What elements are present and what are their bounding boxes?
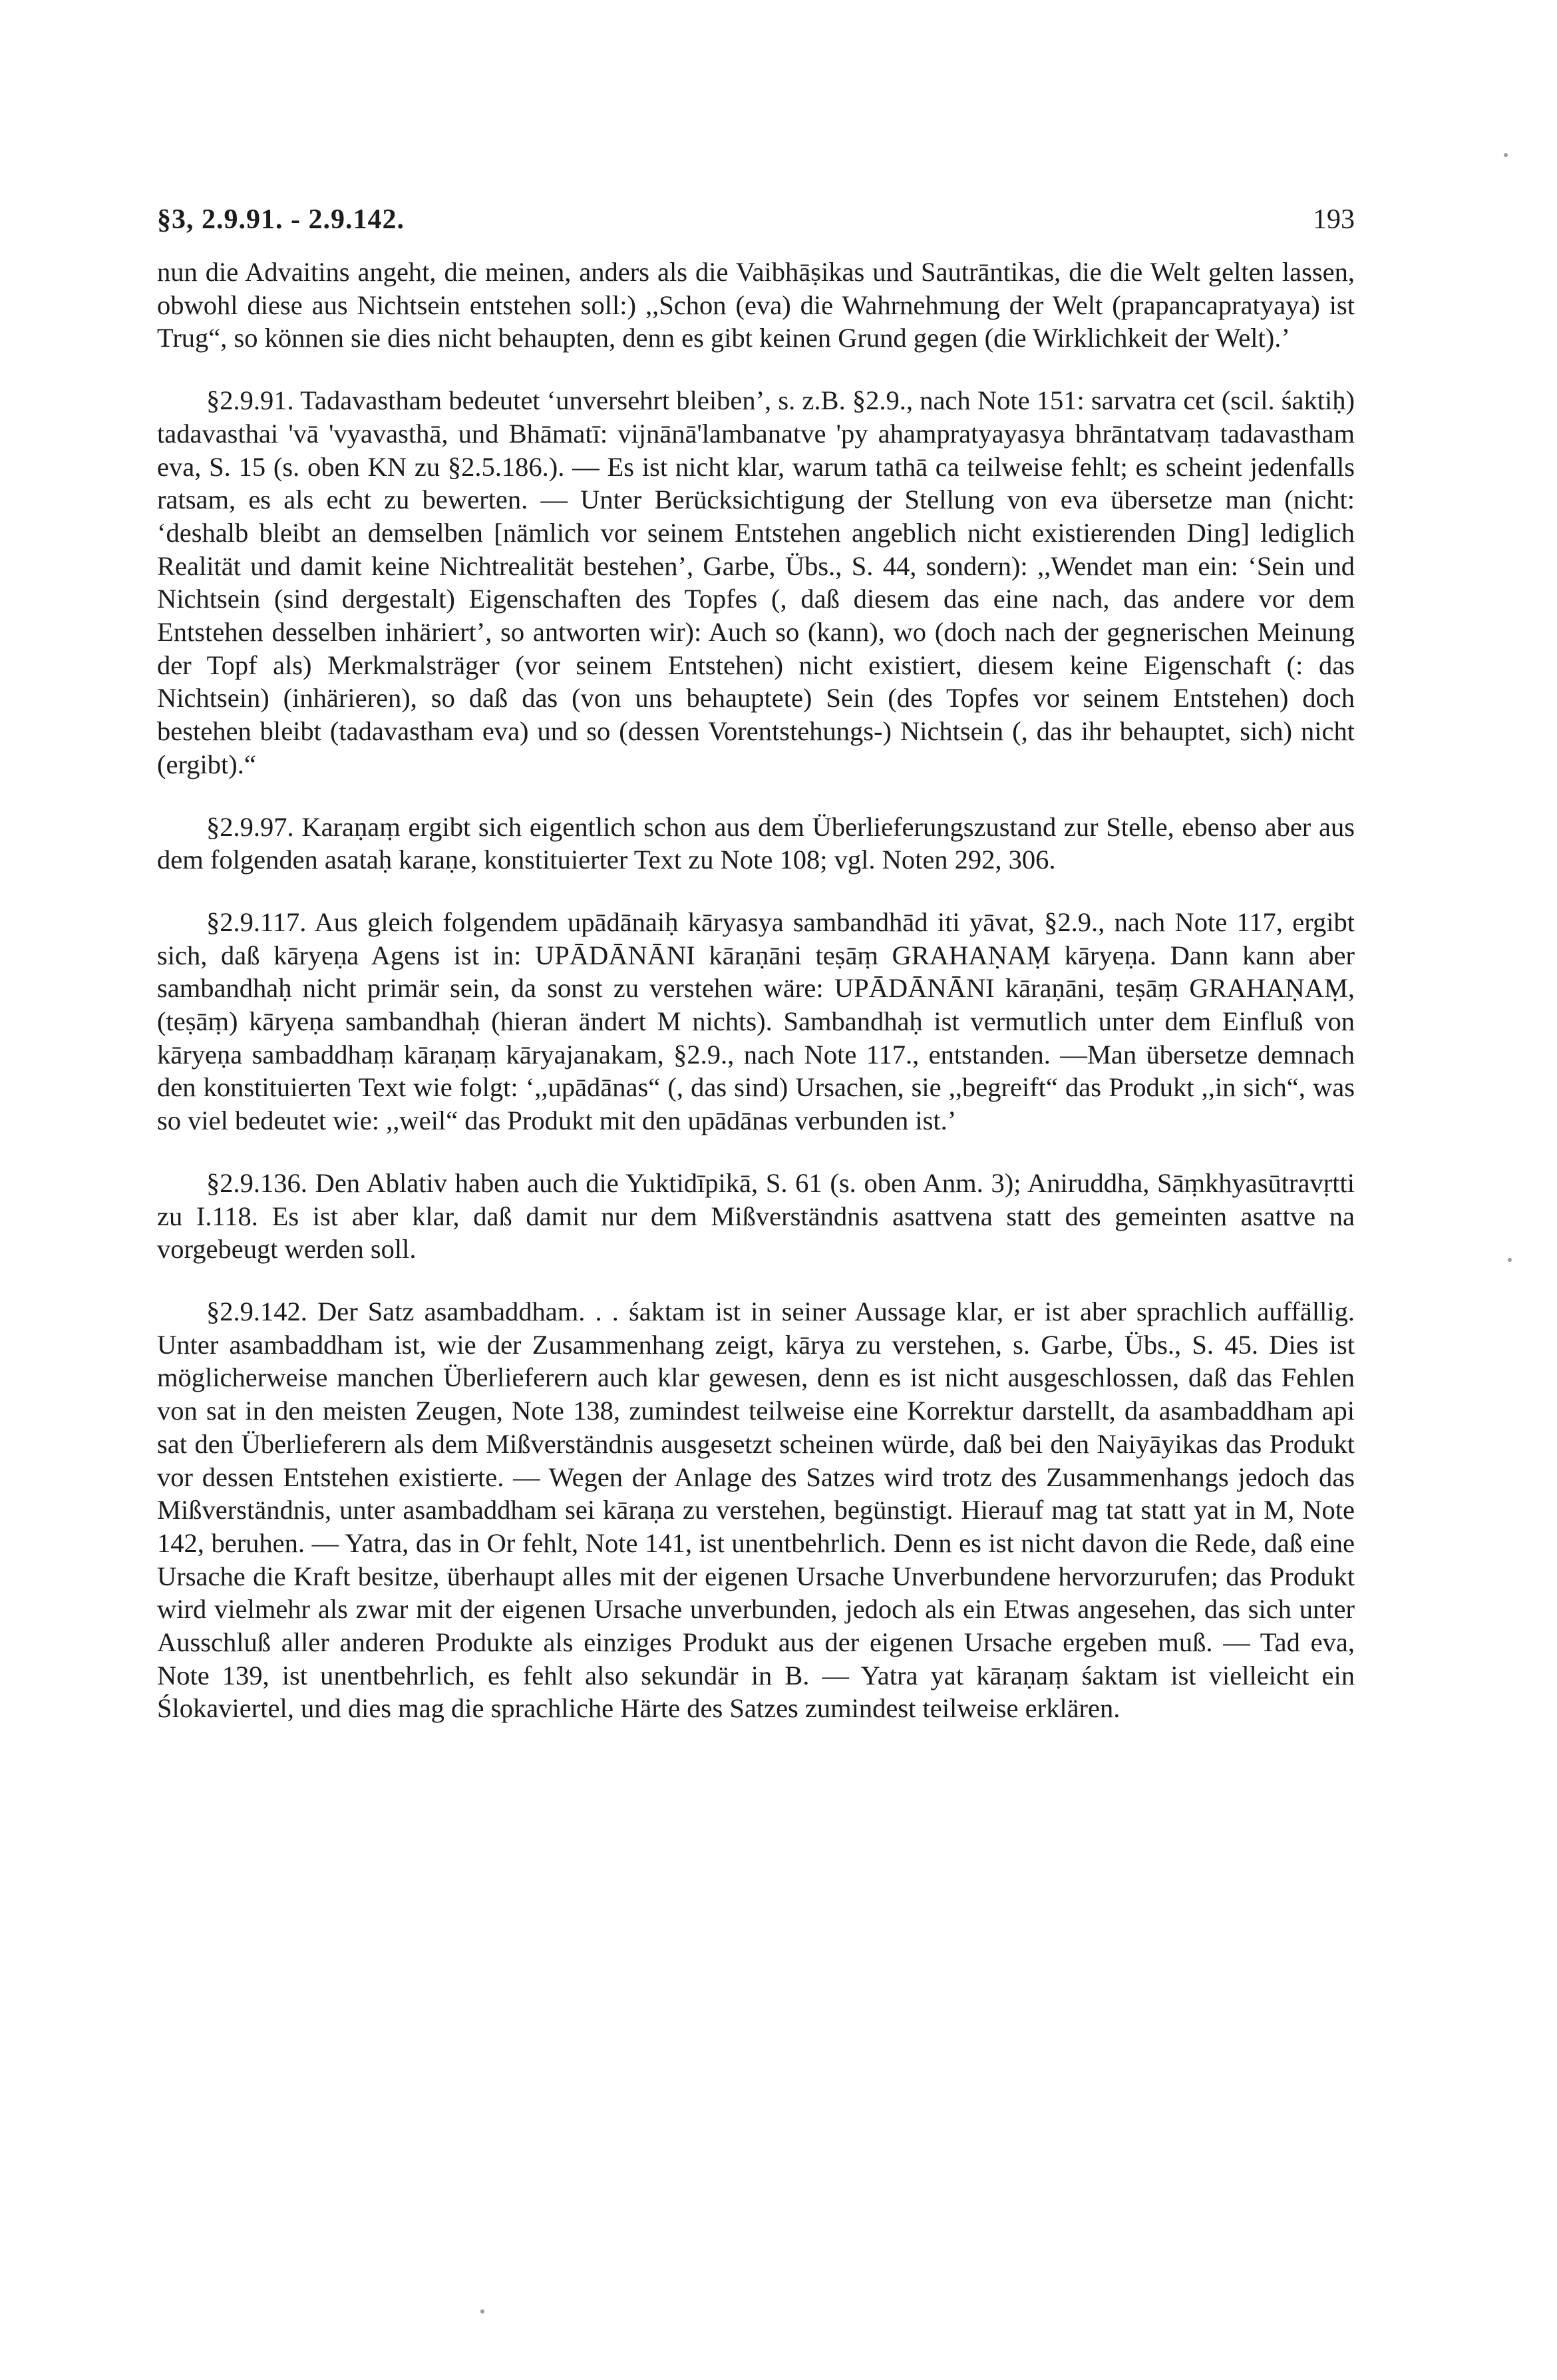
paragraph-note-2-9-136: §2.9.136. Den Ablativ haben auch die Yuktidīpikā, S. 61 (s. oben Anm. 3); Aniruddha, Sāṃkhyasūtravṛtti zu I.118. Es ist aber klar, daß damit nur dem Mißverständnis asattvena statt des gemeinten asattve na vorgebeugt werden soll. bbox=[157, 1167, 1355, 1265]
scan-speck bbox=[480, 2309, 484, 2313]
paragraph-continuation: nun die Advaitins angeht, die meinen, anders als die Vaibhāṣikas und Sautrāntikas, die die Welt gelten lassen, obwohl diese aus Nichtsein entstehen soll:) ,,Schon (eva) die Wahrnehmung der Welt (prapancapratyaya) ist Trug“, so können sie dies nicht behaupten, denn es gibt keinen Grund gegen (die Wirklichkeit der Welt).’ bbox=[157, 257, 1355, 353]
page-number: 193 bbox=[1313, 204, 1355, 235]
section-heading: §3, 2.9.91. - 2.9.142. bbox=[157, 204, 405, 235]
scan-speck bbox=[1504, 153, 1508, 157]
running-head bbox=[157, 200, 1355, 240]
page-body bbox=[157, 200, 1355, 1754]
scan-speck bbox=[1508, 1258, 1512, 1262]
paragraph-note-2-9-142: §2.9.142. Der Satz asambaddham. . . śaktam ist in seiner Aussage klar, er ist aber sprachlich auffällig. Unter asambaddham ist, wie der Zusammenhang zeigt, kārya zu verstehen, s. Garbe, Übs., S. 45. Dies ist möglicherweise manchen Überlieferern auch klar gewesen, denn es ist nicht ausgeschlossen, daß das Fehlen von sat in den meisten Zeugen, Note 138, zumindest teilweise eine Korrektur darstellt, da asambaddham api sat den Überlieferern als dem Mißverständnis ausgesetzt scheinen würde, daß bei den Naiyāyikas das Produkt vor dessen Entstehen existierte. — Wegen der Anlage des Satzes wird trotz des Zusammenhangs jedoch das Mißverständnis, unter asambaddham sei kāraṇa zu verstehen, begünstigt. Hierauf mag tat statt yat in M, Note 142, beruhen. — Yatra, das in Or fehlt, Note 141, ist unentbehrlich. Denn es ist nicht davon die Rede, daß eine Ursache die Kraft besitze, überhaupt alles mit der eigenen Ursache Unverbundene hervorzurufen; das Produkt wird vielmehr als zwar mit der eigenen Ursache unverbunden, jedoch als ein Etwas angesehen, das sich unter Ausschluß aller anderen Produkte als einziges Produkt aus der eigenen Ursache ergeben muß. — Tad eva, Note 139, ist unentbehrlich, es fehlt also sekundär in B. — Yatra yat kāraṇaṃ śaktam ist vielleicht ein Ślokaviertel, und dies mag die sprachliche Härte des Satzes zumindest teilweise erklären. bbox=[157, 1296, 1355, 1724]
paragraph-note-2-9-97: §2.9.97. Karaṇaṃ ergibt sich eigentlich schon aus dem Überlieferungszustand zur Stelle, ebenso aber aus dem folgenden asataḥ karaṇe, konstituierter Text zu Note 108; vgl. Noten 292, 306. bbox=[157, 811, 1355, 875]
paragraph-note-2-9-117: §2.9.117. Aus gleich folgendem upādānaiḥ kāryasya sambandhād iti yāvat, §2.9., nach Note 117, ergibt sich, daß kāryeṇa Agens ist in: UPĀDĀNĀNI kāraṇāni teṣāṃ GRAHAṆAṂ kāryeṇa. Dann kann aber sambandhaḥ nicht primär sein, da sonst zu verstehen wäre: UPĀDĀNĀNI kāraṇāni, teṣāṃ GRAHAṆAṂ, (teṣāṃ) kāryeṇa sambandhaḥ (hieran ändert M nichts). Sambandhaḥ ist vermutlich unter dem Einfluß von kāryeṇa sambaddhaṃ kāraṇaṃ kāryajanakam, §2.9., nach Note 117., entstanden. —Man übersetze demnach den konstituierten Text wie folgt: ‘,,upādānas“ (, das sind) Ursachen, sie ,,begreift“ das Produkt ,,in sich“, was so viel bedeutet wie: ,,weil“ das Produkt mit den upādānas verbunden ist.’ bbox=[157, 906, 1355, 1136]
paragraph-note-2-9-91: §2.9.91. Tadavastham bedeutet ‘unversehrt bleiben’, s. z.B. §2.9., nach Note 151: sarvatra cet (scil. śaktiḥ) tadavasthai 'vā 'vyavasthā, und Bhāmatī: vijnānā'lambanatve 'py ahampratyayasya bhrāntatvaṃ tadavastham eva, S. 15 (s. oben KN zu §2.5.186.). — Es ist nicht klar, warum tathā ca teilweise fehlt; es scheint jedenfalls ratsam, es als echt zu bewerten. — Unter Berücksichtigung der Stellung von eva übersetze man (nicht: ‘deshalb bleibt an demselben [nämlich vor seinem Entstehen angeblich nicht existierenden Ding] lediglich Realität und damit keine Nichtrealität bestehen’, Garbe, Übs., S. 44, sondern): ,,Wendet man ein: ‘Sein und Nichtsein (sind dergestalt) Eigenschaften des Topfes (, daß diesem das eine nach, das andere vor dem Entstehen desselben inhäriert’, so antworten wir): Auch so (kann), wo (doch nach der gegnerischen Meinung der Topf als) Merkmalsträger (vor seinem Entstehen) nicht existiert, diesem keine Eigenschaft (: das Nichtsein) (inhärieren), so daß das (von uns behauptete) Sein (des Topfes vor seinem Entstehen) doch bestehen bleibt (tadavastham eva) und so (dessen Vorentstehungs-) Nichtsein (, das ihr behauptet, sich) nicht (ergibt).“ bbox=[157, 385, 1355, 779]
